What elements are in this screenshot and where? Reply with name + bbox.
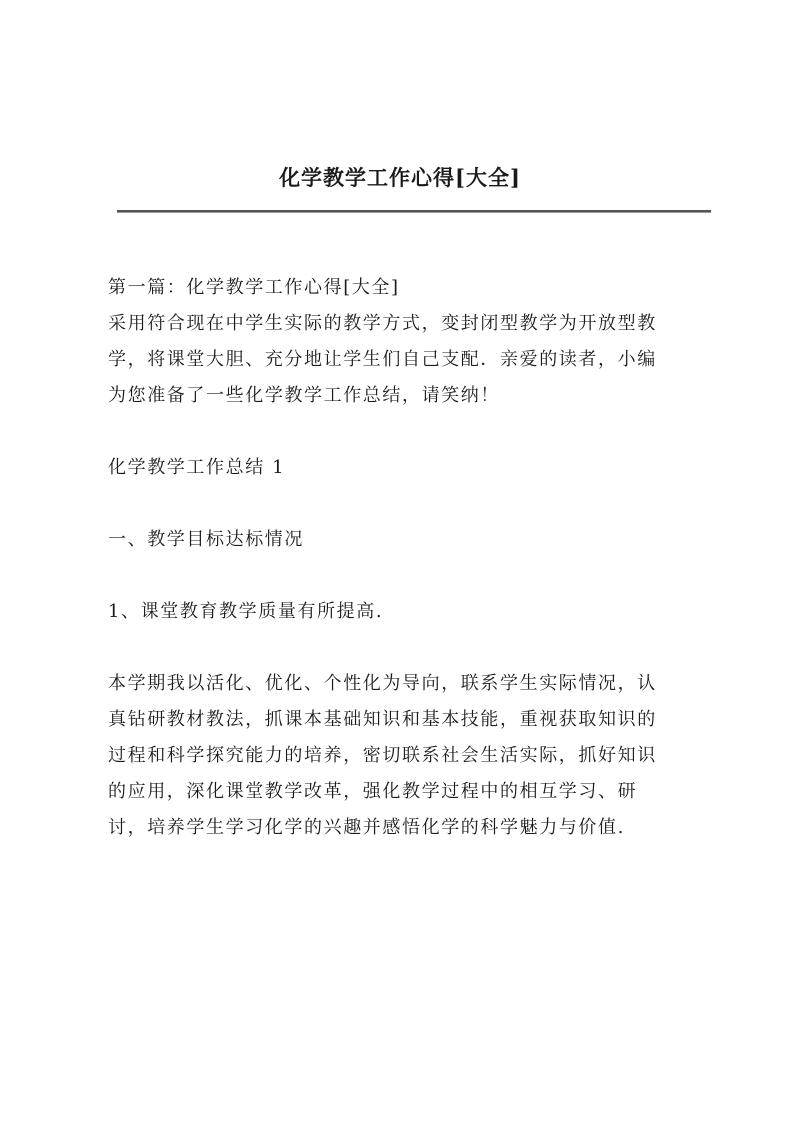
spacer [108, 630, 714, 666]
body-line-2: 真钻研教材教法，抓课本基础知识和基本技能，重视获取知识的 [108, 709, 657, 730]
chapter-heading: 第一篇：化学教学工作心得[大全] [108, 277, 400, 298]
document-body [108, 270, 714, 846]
body-line-5: 讨，培养学生学习化学的兴趣并感悟化学的科学魅力与价值. [108, 817, 625, 838]
title-divider [117, 210, 711, 213]
body-line-4: 的应用，深化课堂教学改革，强化教学过程中的相互学习、研 [108, 781, 638, 802]
body-line-3: 过程和科学探究能力的培养，密切联系社会生活实际，抓好知识 [108, 745, 657, 766]
summary-heading: 化学教学工作总结 1 [108, 457, 286, 478]
intro-line-1: 采用符合现在中学生实际的教学方式，变封闭型教学为开放型教 [108, 313, 657, 334]
spacer [108, 414, 714, 450]
page-title: 化学教学工作心得[大全] [279, 165, 521, 190]
intro-line-2: 学，将课堂大胆、充分地让学生们自己支配．亲爱的读者，小编 [108, 349, 657, 370]
spacer [108, 486, 714, 522]
section-heading: 一、教学目标达标情况 [108, 529, 304, 550]
intro-line-3: 为您准备了一些化学教学工作总结，请笑纳！ [108, 385, 500, 406]
subsection-heading: 1、课堂教育教学质量有所提高. [108, 601, 384, 622]
body-line-1: 本学期我以活化、优化、个性化为导向，联系学生实际情况，认 [108, 673, 657, 694]
spacer [108, 558, 714, 594]
